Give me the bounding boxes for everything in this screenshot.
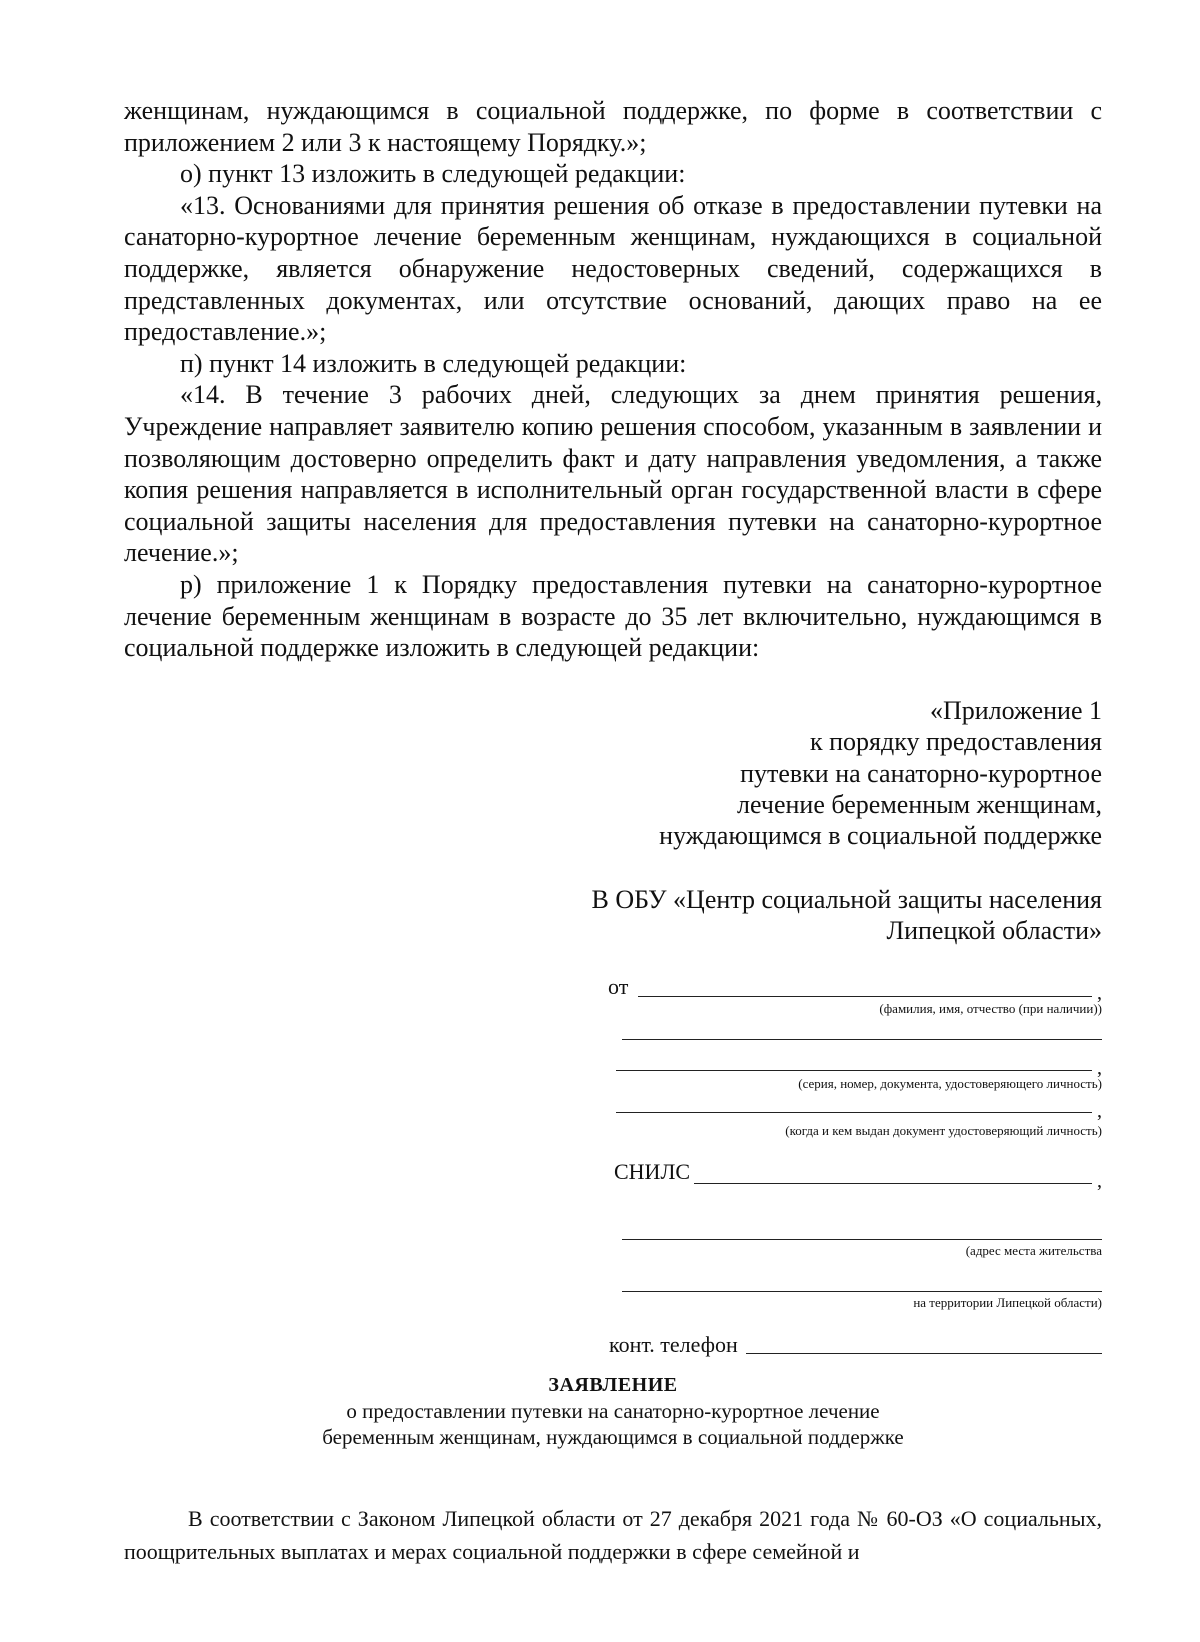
snils-label: СНИЛС: [614, 1159, 691, 1184]
issued-row: [638, 1100, 1102, 1171]
amendment-text: [124, 95, 1102, 664]
snils-row: [614, 1159, 1102, 1231]
addressee: [124, 884, 1102, 947]
phone-row: [609, 1332, 1102, 1369]
from-label: от: [608, 974, 629, 999]
addressee-line: В ОБУ «Центр социальной защиты населения: [591, 884, 1102, 914]
paragraph-item-r: р) приложение 1 к Порядку предоставления путевки на санаторно-курортное лечение беременным женщинам в возрасте до 35 лет включительно, нуждающимся в социальной поддержке изложить в следующей редакции:: [124, 569, 1102, 663]
fio-field[interactable]: [638, 996, 1092, 997]
appendix-line: лечение беременным женщинам,: [737, 789, 1102, 819]
appendix-header: [124, 695, 1102, 852]
appendix-line: «Приложение 1: [929, 695, 1102, 725]
statement-subtitle: о предоставлении путевки на санаторно-курортное лечение: [346, 1399, 880, 1423]
statement-body: [124, 1502, 1102, 1568]
addressee-line: Липецкой области»: [886, 916, 1102, 946]
comma: ,: [1097, 1100, 1102, 1122]
applicant-form: [608, 974, 1102, 1369]
address-caption: (адрес места жительства: [965, 1243, 1102, 1258]
territory-field[interactable]: [622, 1291, 1102, 1292]
paragraph-continuation: женщинам, нуждающимся в социальной поддержке, по форме в соответствии с приложением 2 или 3 к настоящему Порядку.»;: [124, 96, 1102, 157]
issued-field[interactable]: [616, 1112, 1092, 1113]
territory-row: [638, 1283, 1102, 1339]
fio-extra-field[interactable]: [622, 1039, 1102, 1040]
statement-title: ЗАЯВЛЕНИЕ: [548, 1374, 678, 1396]
document-row: [638, 1057, 1102, 1115]
paragraph-clause-14: «14. В течение 3 рабочих дней, следующих за днем принятия решения, Учреждение направляет заявителю копию решения способом, указанным в заявлении и позволяющим достоверно определить факт и дату направления уведомления, а также копия решения направляется в исполнительный орган государственной власти в сфере социальной защиты населения для предоставления путевки на санаторно-курортное лечение.»;: [124, 380, 1102, 568]
paragraph-clause-13: «13. Основаниями для принятия решения об отказе в предоставлении путевки на санаторно-курортное лечение беременным женщинам, нуждающихся в социальной поддержке, является обнаружение недостоверных сведений, содержащихся в представленных документах, или отсутствие оснований, дающих право на ее предоставление.»;: [124, 190, 1102, 347]
snils-field[interactable]: [694, 1183, 1092, 1184]
comma: ,: [1097, 982, 1102, 1004]
fio-caption: (фамилия, имя, отчество (при наличии)): [879, 1001, 1102, 1016]
fio-row: [608, 974, 1102, 1021]
appendix-line: к порядку предоставления: [810, 727, 1102, 757]
paragraph-item-o: о) пункт 13 изложить в следующей редакции:: [180, 159, 686, 189]
address-row: [638, 1231, 1102, 1283]
comma: ,: [1097, 1057, 1102, 1079]
paragraph-item-p: п) пункт 14 изложить в следующей редакции:: [180, 348, 687, 378]
issued-caption: (когда и кем выдан документ удостоверяющий личность): [785, 1123, 1102, 1138]
fio-extra-row: [638, 1021, 1102, 1067]
document-caption: (серия, номер, документа, удостоверяющего личность): [798, 1076, 1102, 1091]
document-field[interactable]: [616, 1070, 1092, 1071]
statement-subtitle: беременным женщинам, нуждающимся в социальной поддержке: [322, 1425, 904, 1449]
phone-field[interactable]: [746, 1353, 1102, 1354]
document-page: [124, 95, 1102, 947]
appendix-line: нуждающимся в социальной поддержке: [659, 821, 1102, 851]
comma: ,: [1097, 1170, 1102, 1192]
address-field[interactable]: [622, 1239, 1102, 1240]
statement-header: [124, 1372, 1102, 1450]
statement-body-text: В соответствии с Законом Липецкой области от 27 декабря 2021 года № 60-ОЗ «О социальных, поощрительных выплатах и мерах социальной поддержки в сфере семейной и: [124, 1506, 1102, 1564]
phone-label: конт. телефон: [609, 1332, 738, 1357]
territory-caption: на территории Липецкой области): [913, 1295, 1102, 1310]
appendix-line: путевки на санаторно-курортное: [740, 758, 1102, 788]
